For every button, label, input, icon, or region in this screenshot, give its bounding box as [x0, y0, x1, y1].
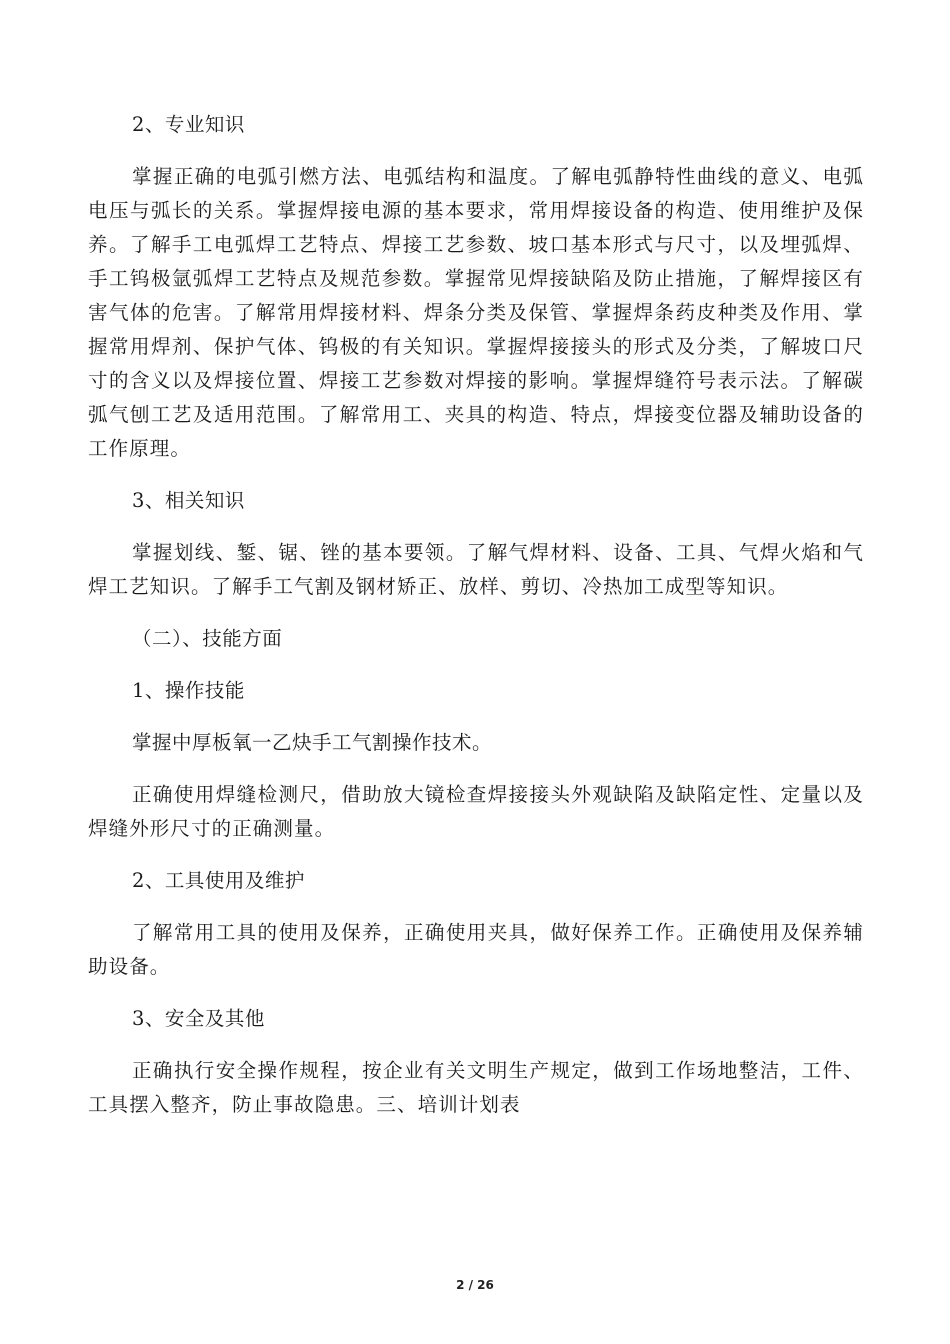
page-number: 2 / 26: [456, 1278, 494, 1292]
paragraph-related-knowledge: 掌握划线、錾、锯、锉的基本要领。了解气焊材料、设备、工具、气焊火焰和气焊工艺知识。了解手工气割及钢材矫正、放样、剪切、冷热加工成型等知识。: [88, 541, 864, 598]
paragraph-safety: 正确执行安全操作规程，按企业有关文明生产规定，做到工作场地整洁，工件、工具摆入整齐，防止事故隐患。三、培训计划表: [88, 1059, 864, 1116]
section-heading-operating-skills: 1、操作技能: [132, 679, 245, 702]
section-heading-professional-knowledge: 2、专业知识: [132, 113, 245, 136]
section-heading-safety: 3、安全及其他: [132, 1007, 265, 1030]
paragraph-weld-inspection: 正确使用焊缝检测尺，借助放大镜检查焊接接头外观缺陷及缺陷定性、定量以及焊缝外形尺寸的正确测量。: [88, 783, 864, 840]
paragraph-gas-cutting: 掌握中厚板氧一乙炔手工气割操作技术。: [132, 731, 493, 754]
paragraph-tool-use: 了解常用工具的使用及保养，正确使用夹具，做好保养工作。正确使用及保养辅助设备。: [88, 921, 864, 978]
document-body: [88, 108, 864, 1140]
paragraph-professional-knowledge: 掌握正确的电弧引燃方法、电弧结构和温度。了解电弧静特性曲线的意义、电弧电压与弧长的关系。掌握焊接电源的基本要求，常用焊接设备的构造、使用维护及保养。了解手工电弧焊工艺特点、焊接工艺参数、坡口基本形式与尺寸，以及埋弧焊、手工钨极氩弧焊工艺特点及规范参数。掌握常见焊接缺陷及防止措施，了解焊接区有害气体的危害。了解常用焊接材料、焊条分类及保管、掌握焊条药皮种类及作用、掌握常用焊剂、保护气体、钨极的有关知识。掌握焊接接头的形式及分类，了解坡口尺寸的含义以及焊接位置、焊接工艺参数对焊接的影响。掌握焊缝符号表示法。了解碳弧气刨工艺及适用范围。了解常用工、夹具的构造、特点，焊接变位器及辅助设备的工作原理。: [88, 165, 864, 460]
section-heading-tool-use: 2、工具使用及维护: [132, 869, 305, 892]
section-heading-skills: （二）、技能方面: [132, 627, 283, 650]
section-heading-related-knowledge: 3、相关知识: [132, 489, 245, 512]
